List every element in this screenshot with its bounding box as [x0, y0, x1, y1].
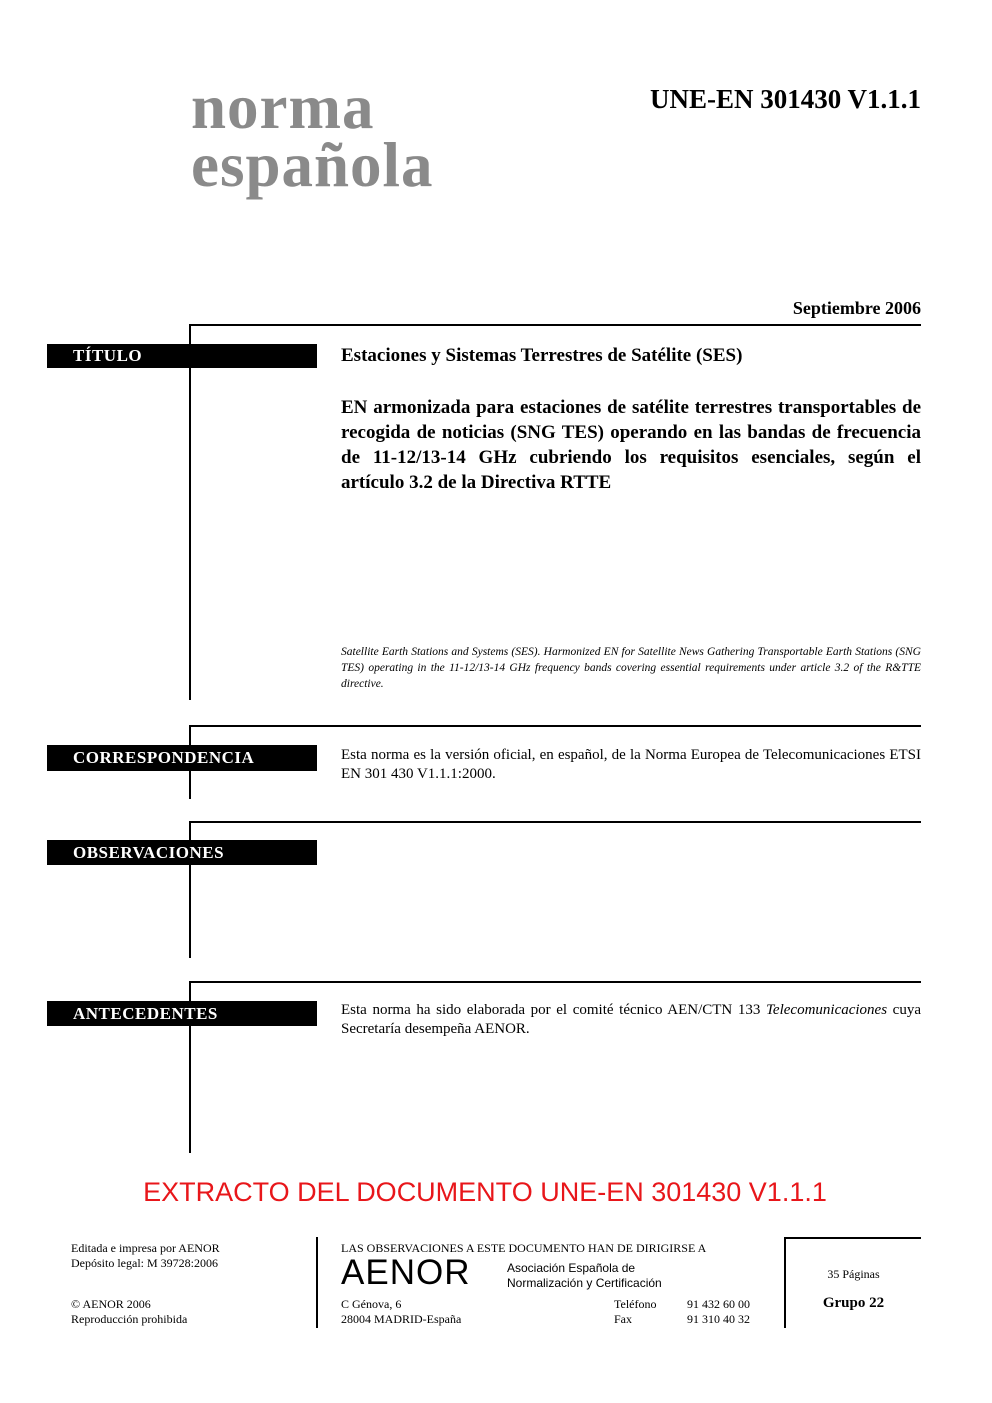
correspondencia-label: CORRESPONDENCIA — [47, 745, 317, 771]
observations-notice: LAS OBSERVACIONES A ESTE DOCUMENTO HAN DE DIRIGIRSE A — [341, 1241, 707, 1255]
phone-number: 91 432 60 00 — [687, 1297, 750, 1311]
pages-box-top-rule — [784, 1237, 921, 1239]
titulo-top-rule — [189, 324, 921, 326]
contact-labels — [614, 1297, 656, 1327]
english-title: Satellite Earth Stations and Systems (SES). Harmonized EN for Satellite News Gathering Transportable Earth Stations (SNG TES) operating in the 11-12/13-14 GHz frequency bands covering essential requirements under article 3.2 of the R&TTE directive. — [341, 646, 921, 690]
antecedentes-text-end: cuya Secretaría desempeña AENOR. — [341, 1002, 921, 1037]
norma-line-2: española — [191, 130, 434, 200]
titulo-label: TÍTULO — [47, 344, 317, 368]
reproduction-notice: Reproducción prohibida — [71, 1312, 188, 1326]
antecedentes-label: ANTECEDENTES — [47, 1001, 317, 1026]
aenor-name-line-2: Normalización y Certificación — [507, 1276, 662, 1290]
aenor-full-name — [507, 1261, 662, 1291]
contact-values — [687, 1297, 750, 1327]
correspondencia-top-rule — [189, 725, 921, 727]
address-city: 28004 MADRID-España — [341, 1312, 462, 1326]
legal-deposit: Depósito legal: M 39728:2006 — [71, 1256, 218, 1270]
copyright-info — [71, 1297, 187, 1327]
aenor-logo: AENOR — [341, 1253, 471, 1292]
footer-divider-left — [316, 1237, 318, 1328]
phone-label: Teléfono — [614, 1297, 657, 1311]
antecedentes-text-start: Esta norma ha sido elaborada por el comité técnico AEN/CTN 133 — [341, 1002, 766, 1018]
edited-by: Editada e impresa por AENOR — [71, 1241, 220, 1255]
subtitle: EN armonizada para estaciones de satélite terrestres transportables de recogida de noticias (SNG TES) operando en las bandas de frecuencia de 11-12/13-14 GHz cubriendo los requisitos esenciales, según el artículo 3.2 de la Directiva RTTE — [341, 397, 921, 493]
aenor-name-line-1: Asociación Española de — [507, 1261, 636, 1275]
standard-code: UNE-EN 301430 V1.1.1 — [649, 84, 921, 114]
correspondencia-text: Esta norma es la versión oficial, en español, de la Norma Europea de Telecomunicaciones ETSI EN 301 430 V1.1.1:2000. — [341, 747, 921, 782]
page-count: 35 Páginas — [827, 1267, 880, 1281]
pages-box-left-rule — [784, 1237, 786, 1328]
antecedentes-top-rule — [189, 981, 921, 983]
antecedentes-committee-name: Telecomunicaciones — [765, 1002, 888, 1018]
publication-date: Septiembre 2006 — [792, 298, 921, 318]
main-title: Estaciones y Sistemas Terrestres de Satélite (SES) — [341, 345, 743, 366]
address-street: C Génova, 6 — [341, 1297, 402, 1311]
antecedentes-text — [341, 1001, 921, 1039]
fax-label: Fax — [614, 1312, 632, 1326]
edition-info — [71, 1241, 220, 1271]
price-group: Grupo 22 — [822, 1295, 885, 1311]
aenor-address — [341, 1297, 461, 1327]
observaciones-label: OBSERVACIONES — [47, 840, 317, 865]
extract-banner: EXTRACTO DEL DOCUMENTO UNE-EN 301430 V1.1.1 — [143, 1177, 827, 1207]
norma-espanola-heading — [191, 72, 434, 200]
norma-line-1: norma — [191, 72, 375, 142]
fax-number: 91 310 40 32 — [687, 1312, 750, 1326]
observaciones-top-rule — [189, 821, 921, 823]
titulo-vertical-rule — [189, 324, 191, 700]
copyright: © AENOR 2006 — [71, 1297, 151, 1311]
